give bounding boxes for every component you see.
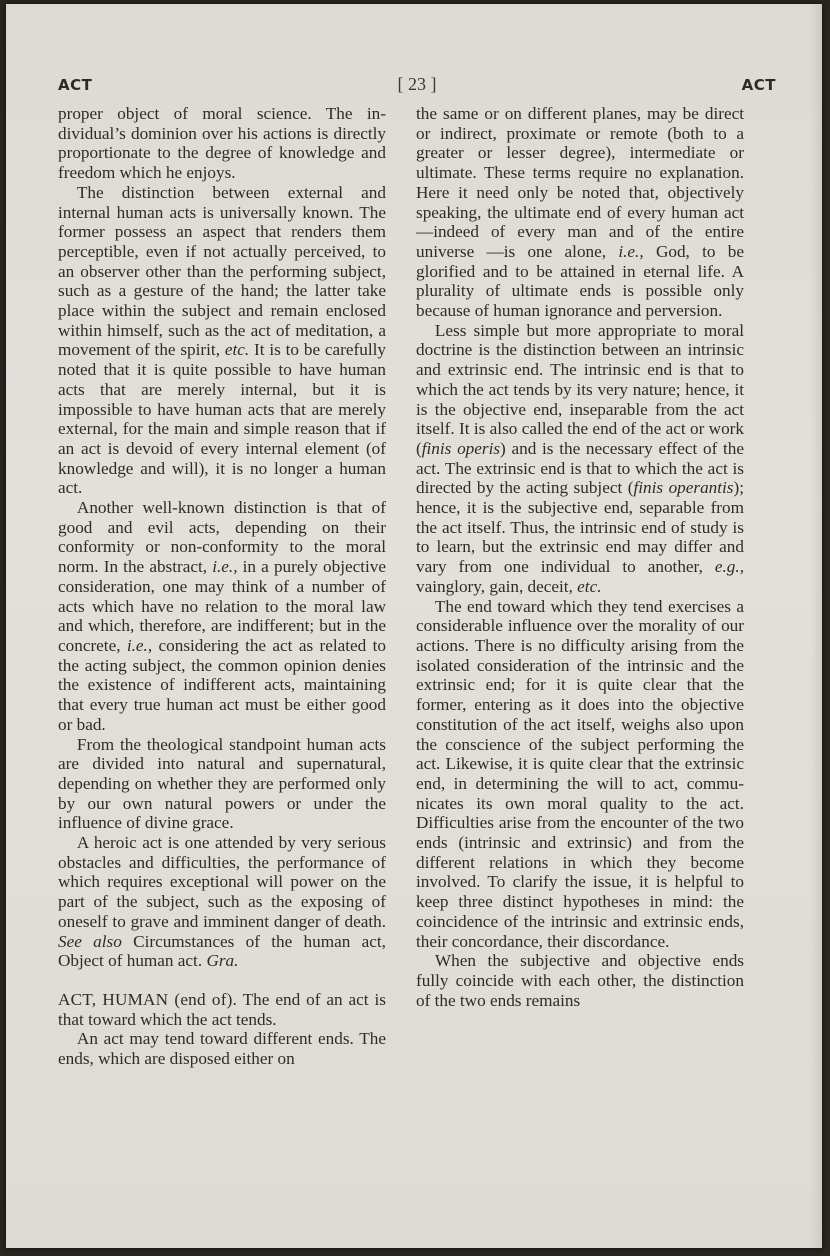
text-run: A heroic act is one attended by very serious obstacles and difficulties, the performance of which requires exceptional will power on the part of the subject, such as the exposing of oneself to grave and imminent danger of death. [58,833,386,931]
text-run: the same or on different planes, may be direct or indirect, proximate or remote (both to a greater or lesser degree), intermediate or ultimate. These terms require no explanation. Here it need only be noted that, objectively speaking, the ultimate end of every human act—indeed of every man and of the entire universe —is one alone, [416,104,744,261]
book-page [6,4,822,1248]
text-run: The distinction between external and internal human acts is universally known. The former possess an aspect that renders them perceptible, even if not actually perceived, to an observer other than the performing subject, such as a gesture of the hand; the latter take place within the subject and remain enclosed within himself, such as the act of meditation, a movement of the spirit, [58,182,386,360]
paragraph [416,597,744,952]
paragraph [58,498,386,734]
running-head-right: ACT [741,76,776,94]
italic-text: finis operis [421,438,501,458]
text-run: proper object of moral science. The individual’s dominion over his actions is directly proportionate to the degree of knowledge and freedom which he enjoys. [58,104,386,183]
text-run: God, to be glorified and to be attained in eternal life. A plurality of ultimate ends is possible only because of human ignorance and perversion. [416,241,744,321]
italic-text: i.e., [126,635,153,655]
italic-text: etc. [224,340,250,360]
text-run: Circumstances of the human act, Object of human act. [58,931,386,971]
text-run: The end toward which they tend exercises a considerable influence over the morality of our actions. There is no difficulty arising from the isolated consideration of the intrinsic and the extrinsic end; for it is quite clear that the former, entering as it does into the objective constitution of the act itself, weighs also upon the conscience of the subject performing the act. Likewise, it is quite clear that the extrinsic end, in determining the will to act, communicates its own moral quality to the act. Difficulties arise from the encounter of the two ends (intrinsic and extrinsic) and from the different relations in which they become involved. To clarify the issue, it is helpful to keep three distinct hypotheses in mind: the coincidence of the intrinsic and extrinsic ends, their concordance, their discordance. [416,596,744,951]
text-run: ); hence, it is the subjective end, separable from the act itself. Thus, the intrinsic end of study is to learn, but the extrinsic end may differ and vary from one individual to another, [416,478,744,577]
paragraph [58,1029,386,1068]
text-run: vainglory, gain, deceit, [416,576,578,596]
paragraph [58,735,386,834]
text-run: An act may tend toward different ends. The ends, which are disposed either on [58,1029,386,1069]
dictionary-entry [58,990,386,1029]
text-run: Another well-known distinction is that of good and evil acts, depending on their conformity or non-conformity to the moral norm. In the abstract, [58,498,386,577]
paragraph [58,833,386,971]
italic-text: etc. [577,576,602,596]
text-run: The end of an act is that toward which the act tends. [58,989,386,1029]
text-run: When the subjective and objective ends fully coincide with each other, the distinction of the two ends remains [416,951,744,1010]
italic-text: Gra. [206,951,239,971]
page-edge-shadow [810,4,822,1248]
italic-text: i.e., [618,241,644,261]
paragraph [416,321,744,597]
paragraph-continued [416,104,744,321]
page-number: [ 23 ] [397,74,437,94]
italic-text: i.e., [212,557,238,577]
entry-term: ACT, HUMAN (end of). [58,989,238,1009]
text-run: Less simple but more appropriate to moral doctrine is the distinction between an intrinsic and extrinsic end. The intrinsic end is that to which the act tends by its very nature; hence, it is the objective end, inseparable from the act itself. It is also called the end of the act or work ( [416,320,744,458]
paragraph [58,183,386,498]
italic-text: See also [58,931,122,951]
paragraph [416,951,744,1010]
running-head-left: ACT [58,76,93,94]
running-head [58,74,776,104]
paragraph-continued [58,104,386,183]
italic-text: finis operantis [633,478,734,498]
text-run: in a purely objective consideration, one may think of a number of acts which have no relation to the moral law and which, therefore, are indifferent; but in the concrete, [58,557,386,655]
left-column [58,104,386,1069]
italic-text: e.g., [714,557,744,577]
text-run: ) and is the necessary effect of the act. The extrinsic end is that to which the act is directed by the acting subject ( [416,438,745,498]
right-column [416,104,744,1010]
text-run: considering the act as related to the acting subject, the common opinion denies the existence of indifferent acts, maintaining that every true human act must be either good or bad. [58,635,386,734]
text-run: It is to be carefully noted that it is quite possible to have human acts that are merely internal, but it is impossible to have human acts that are merely external, for the main and simple reason that if an act is devoid of every internal element (of knowledge and will), it is no longer a human act. [58,340,386,498]
text-run: From the theological standpoint human acts are divided into natural and supernatural, depending on whether they are performed only by our own natural powers or under the influence of divine grace. [58,734,386,833]
